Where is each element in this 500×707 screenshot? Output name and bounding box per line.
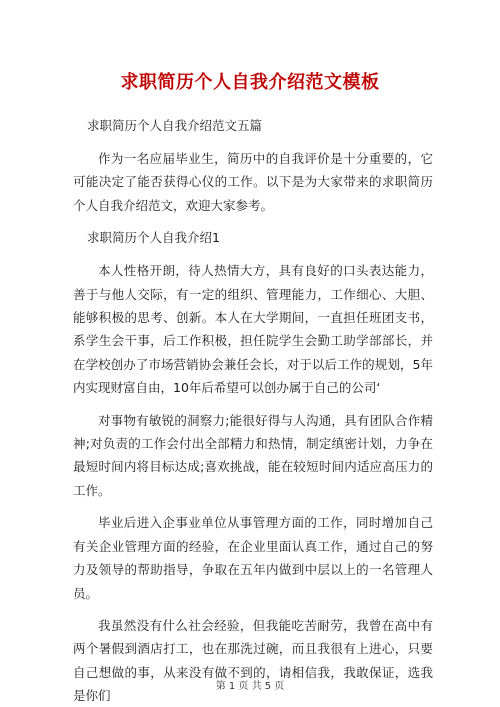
document-body	[73, 114, 433, 707]
intro-paragraph: 作为一名应届毕业生，简历中的自我评价是十分重要的，它可能决定了能否获得心仪的工作。以下是为大家带来的求职简历个人自我介绍范文，欢迎大家参考。	[73, 151, 433, 213]
page-footer: 第 1 页 共 5 页	[215, 681, 285, 692]
section-heading: 求职简历个人自我介绍1	[87, 230, 220, 246]
body-paragraph: 本人性格开朗，待人热情大方，具有良好的口头表达能力，善于与他人交际，有一定的组织、管理能力，工作细心、大胆、能够积极的思考、创新。本人在大学期间，一直担任班团支书，系学生会干事，后工作积极，担任院学生会勤工助学部部长，并在学校创办了市场营销协会兼任会长，对于以后工作的规划，5年内实现财富自由，10年后希望可以创办属于自己的公司‘	[73, 263, 433, 396]
document-subtitle: 求职简历个人自我介绍范文五篇	[87, 118, 263, 133]
body-paragraph: 我虽然没有什么社会经验，但我能吃苦耐劳，我曾在高中有两个暑假到酒店打工，也在那洗过碗，而且我很有上进心，只要自己想做的事，从来没有做不到的，请相信我，我敢保证，选我是你们	[73, 617, 433, 704]
body-paragraph: 对事物有敏锐的洞察力;能很好得与人沟通，具有团队合作精神;对负责的工作会付出全部精力和热情，制定缜密计划，力争在最短时间内将目标达成;喜欢挑战，能在较短时间内适应高压力的工作。	[73, 412, 433, 498]
body-paragraph: 毕业后进入企事业单位从事管理方面的工作，同时增加自己有关企业管理方面的经验，在企业里面认真工作，通过自己的努力及领导的帮助指导，争取在五年内做到中层以上的一名管理人员。	[73, 515, 433, 601]
document-title: 求职简历个人自我介绍范文模板	[120, 72, 380, 93]
